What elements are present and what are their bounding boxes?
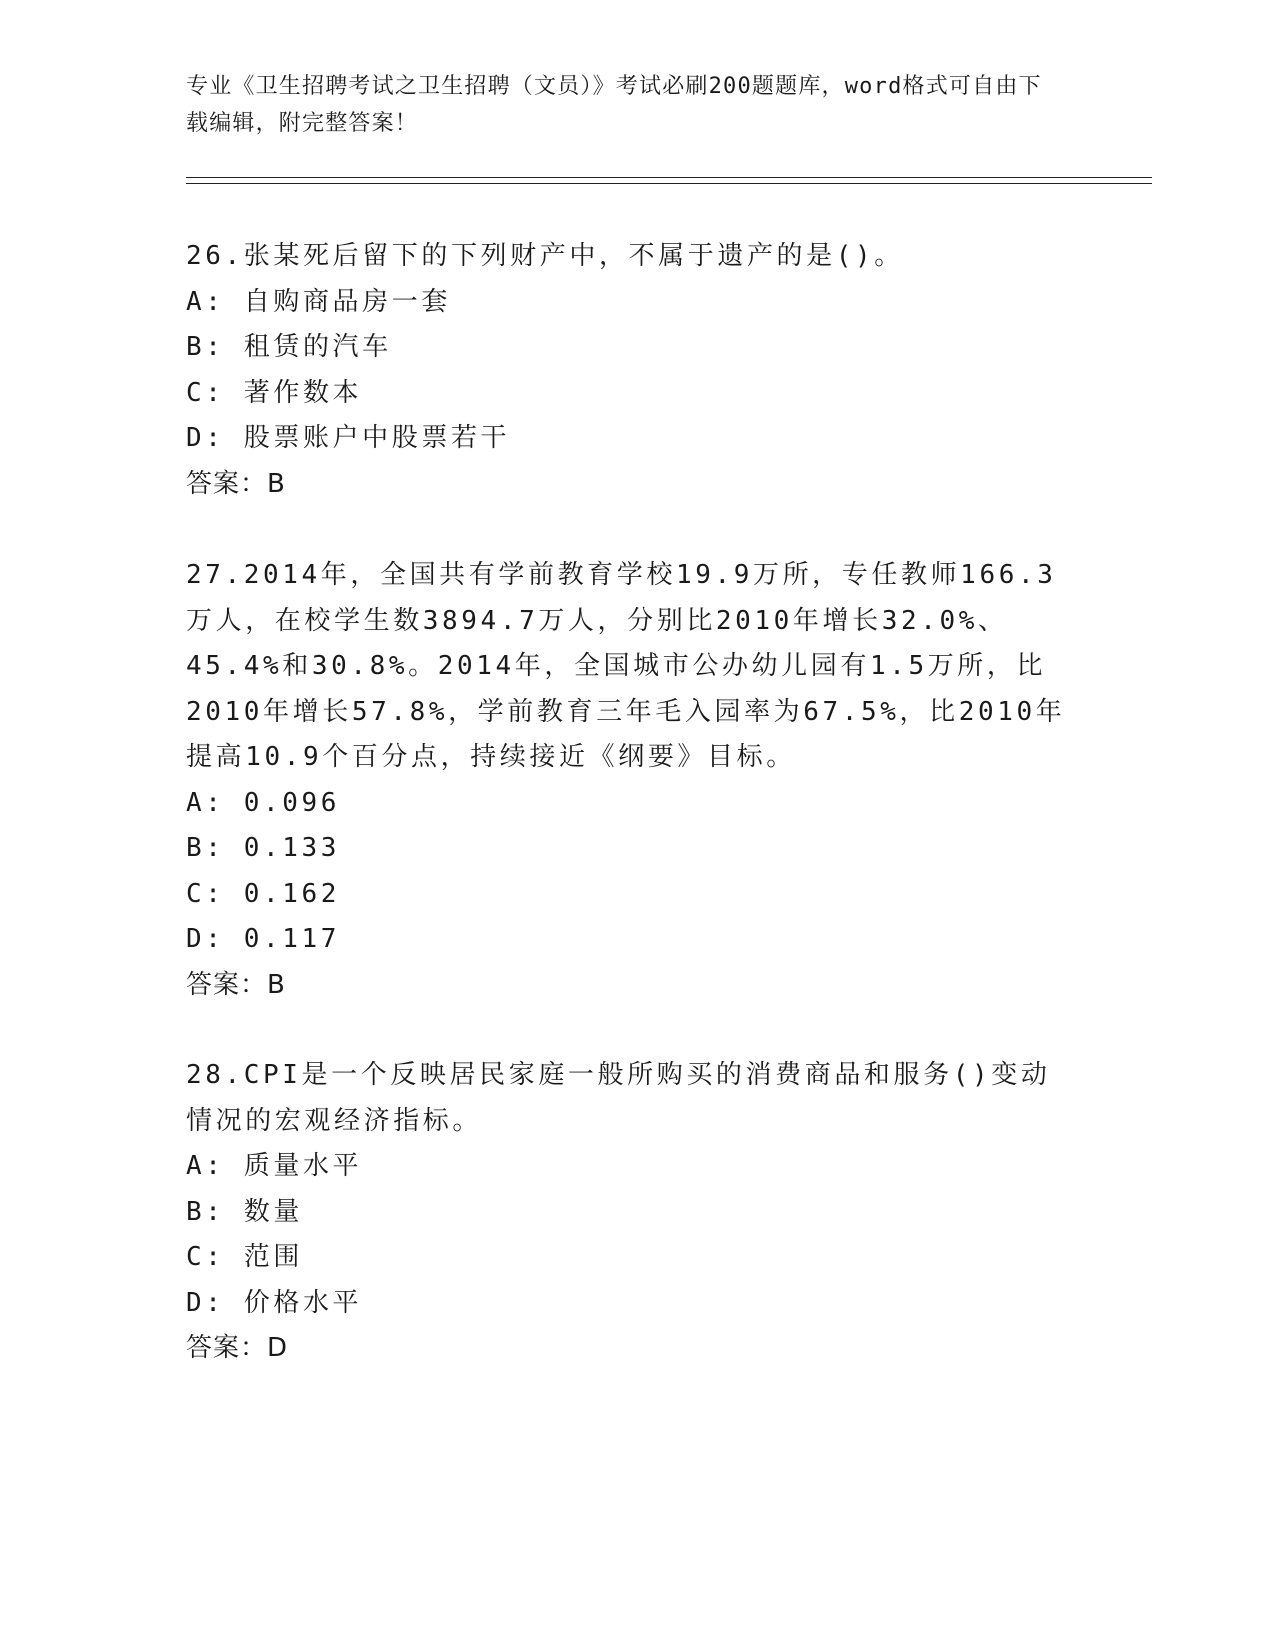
question-stem: 27.2014年，全国共有学前教育学校19.9万所，专任教师166.3万人，在校学生数3894.7万人，分别比2010年增长32.0%、45.4%和30.8%。2014年，全国城市公办幼儿园有1.5万所，比2010年增长57.8%，学前教育三年毛入园率为67.5%，比2010年提高10.9个百分点，持续接近《纲要》目标。 <box>186 560 1066 772</box>
option-d: D: 价格水平 <box>186 1287 363 1318</box>
option-b: B: 数量 <box>186 1196 303 1227</box>
question-28 <box>186 1053 1066 1372</box>
option-a: A: 0.096 <box>186 787 341 818</box>
question-stem: 28.CPI是一个反映居民家庭一般所购买的消费商品和服务()变动情况的宏观经济指标。 <box>186 1060 1051 1136</box>
answer: 答案：B <box>186 468 286 499</box>
option-c: C: 著作数本 <box>186 377 363 408</box>
option-a: A: 自购商品房一套 <box>186 286 451 317</box>
header-divider-bottom <box>186 183 1152 184</box>
option-d: D: 股票账户中股票若干 <box>186 423 511 453</box>
option-b: B: 0.133 <box>186 833 341 863</box>
option-a: A: 质量水平 <box>186 1151 363 1181</box>
question-27 <box>186 553 1066 1008</box>
answer: 答案：D <box>186 1333 289 1363</box>
question-stem: 26.张某死后留下的下列财产中，不属于遗产的是()。 <box>186 241 904 271</box>
document-header: 专业《卫生招聘考试之卫生招聘（文员）》考试必刷200题题库，word格式可自由下载编辑，附完整答案！ <box>186 74 1042 136</box>
answer: 答案：B <box>186 969 286 1000</box>
option-b: B: 租赁的汽车 <box>186 332 392 362</box>
option-c: C: 0.162 <box>186 878 341 909</box>
header-divider-top <box>186 177 1152 178</box>
option-d: D: 0.117 <box>186 924 341 954</box>
question-26 <box>186 234 1066 507</box>
option-c: C: 范围 <box>186 1242 303 1272</box>
